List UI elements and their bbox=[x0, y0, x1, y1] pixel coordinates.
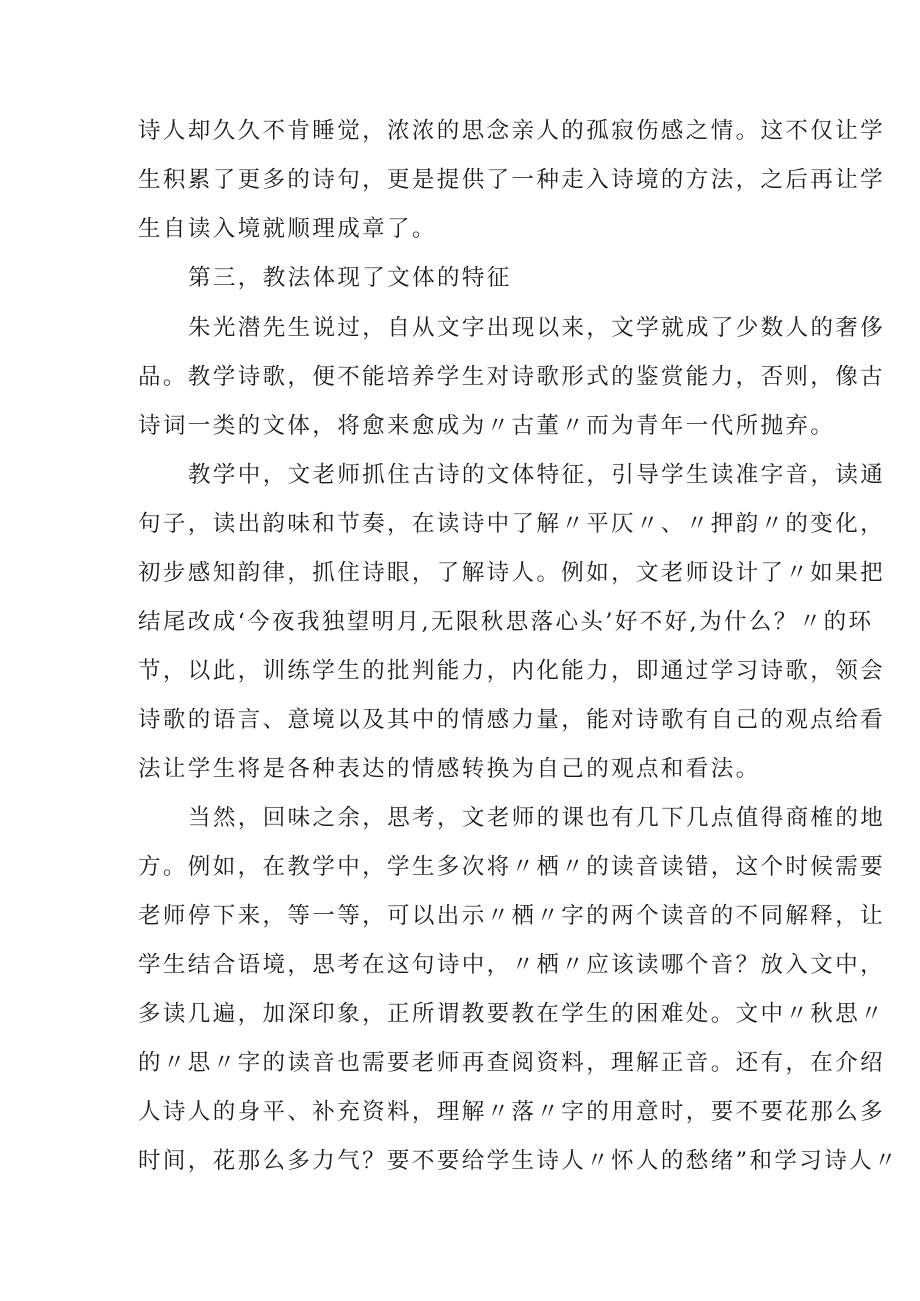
text-line: 诗人却久久不肯睡觉，浓浓的思念亲人的孤寂伤感之情。这不仅让学 bbox=[138, 118, 886, 144]
text-line: 教学中，文老师抓住古诗的文体特征，引导学生读准字音，读通 bbox=[188, 462, 886, 488]
text-line: 时间，花那么多力气？要不要给学生诗人〃怀人的愁绪”和学习诗人〃 bbox=[138, 1148, 899, 1174]
text-line: 句子，读出韵味和节奏，在读诗中了解〃平仄〃、〃押韵〃的变化， bbox=[138, 511, 886, 537]
text-line: 品。教学诗歌，便不能培养学生对诗歌形式的鉴赏能力，否则，像古 bbox=[138, 364, 886, 390]
text-line: 人诗人的身平、补充资料，理解〃落〃字的用意时，要不要花那么多 bbox=[138, 1099, 886, 1125]
text-line: 法让学生将是各种表达的情感转换为自己的观点和看法。 bbox=[138, 756, 761, 782]
text-line: 诗歌的语言、意境以及其中的情感力量，能对诗歌有自己的观点给看 bbox=[138, 707, 886, 733]
text-line: 多读几遍，加深印象，正所谓教要教在学生的困难处。文中〃秋思〃 bbox=[138, 1001, 886, 1027]
text-line: 朱光潜先生说过，自从文字出现以来，文学就成了少数人的奢侈 bbox=[188, 315, 886, 341]
text-line: 老师停下来，等一等，可以出示〃栖〃字的两个读音的不同解释，让 bbox=[138, 903, 886, 929]
text-line: 方。例如，在教学中，学生多次将〃栖〃的读音读错，这个时候需要 bbox=[138, 854, 886, 880]
text-line: 学生结合语境，思考在这句诗中，〃栖〃应该读哪个音？放入文中， bbox=[138, 952, 886, 978]
text-line: 生积累了更多的诗句，更是提供了一种走入诗境的方法，之后再让学 bbox=[138, 167, 886, 193]
text-line: 的〃思〃字的读音也需要老师再查阅资料，理解正音。还有，在介绍 bbox=[138, 1050, 886, 1076]
text-line: 诗词一类的文体，将愈来愈成为〃古董〃而为青年一代所抛弃。 bbox=[138, 413, 836, 439]
text-line: 生自读入境就顺理成章了。 bbox=[138, 216, 437, 242]
section-heading: 第三，教法体现了文体的特征 bbox=[188, 265, 512, 291]
text-line: 节，以此，训练学生的批判能力，内化能力，即通过学习诗歌，领会 bbox=[138, 658, 886, 684]
text-line: 初步感知韵律，抓住诗眼，了解诗人。例如，文老师设计了〃如果把 bbox=[138, 560, 886, 586]
text-line: 当然，回味之余，思考，文老师的课也有几下几点值得商榷的地 bbox=[188, 805, 886, 831]
text-line: 结尾改成‘今夜我独望明月,无限秋思落心头’好不好,为什么？〃的环 bbox=[138, 609, 874, 635]
